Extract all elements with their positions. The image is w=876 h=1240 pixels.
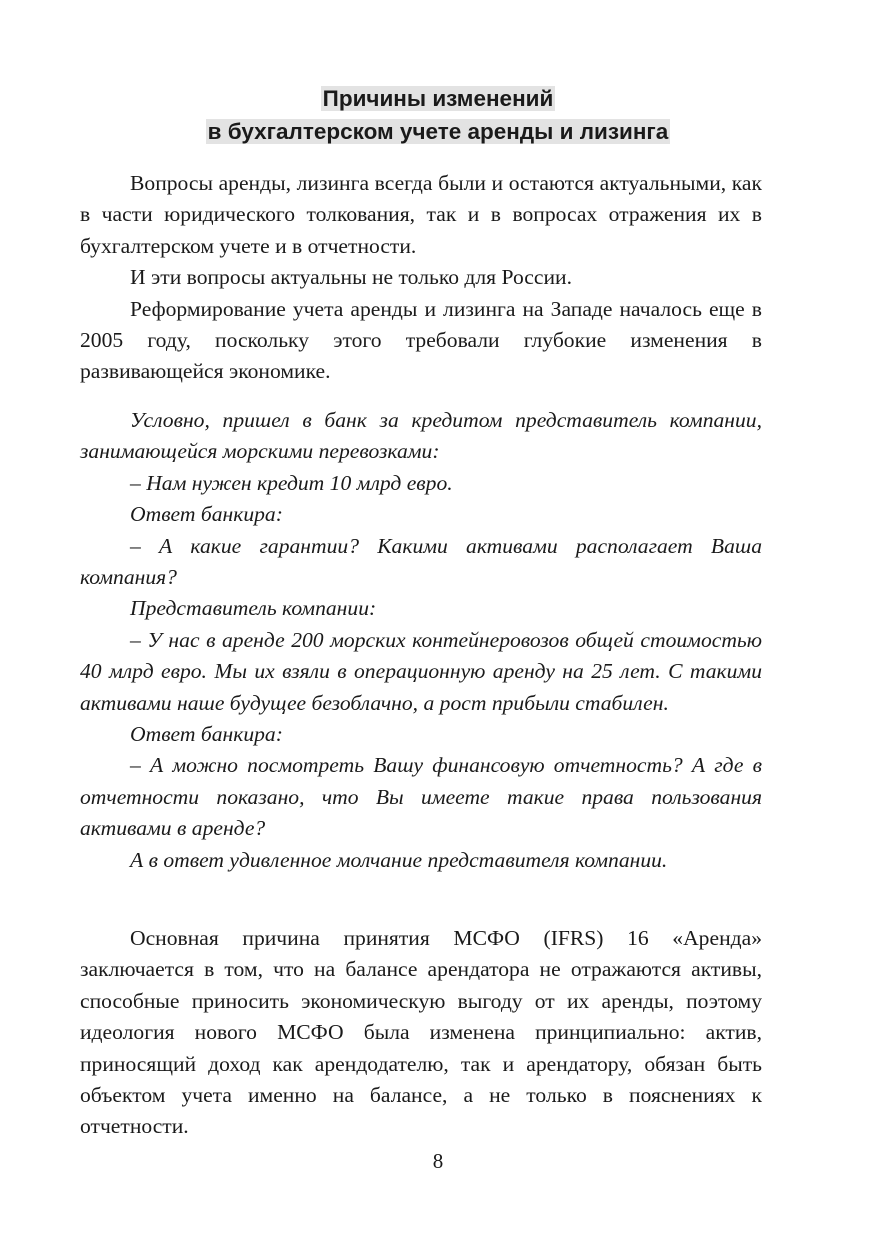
dialogue-line: – А какие гарантии? Какими активами располагает Ваша компания? [80,533,762,590]
paragraph: Реформирование учета аренды и лизинга на Западе началось еще в 2005 году, поскольку этого требовали глубокие изменения в развивающейся экономике. [80,296,762,384]
dialogue-section [80,405,762,876]
title-line-2: в бухгалтерском учете аренды и лизинга [207,119,669,144]
dialogue-line: – А можно посмотреть Вашу финансовую отчетность? А где в отчетности показано, что Вы имеете такие права пользования активами в аренде? [80,753,762,841]
title-line-1: Причины изменений [322,86,554,111]
dialogue-line: А в ответ удивленное молчание представителя компании. [130,847,668,872]
dialogue-line: Ответ банкира: [130,722,283,747]
paragraph: Основная причина принятия МСФО (IFRS) 16 «Аренда» заключается в том, что на балансе арендатора не отражаются активы, способные приносить экономическую выгоду от их аренды, поэтому идеология нового МСФО была изменена принципиально: актив, приносящий доход как арендодателю, так и арендатору, обязан быть объектом учета именно на балансе, а не только в пояснениях к отчетности. [80,926,762,1139]
dialogue-line: – У нас в аренде 200 морских контейнеровозов общей стоимостью 40 млрд евро. Мы их взяли в операционную аренду на 25 лет. С такими активами наше будущее безоблачно, а рост прибыли стабилен. [80,627,762,715]
page-number: 8 [432,1149,444,1173]
dialogue-line: Ответ банкира: [130,502,283,527]
conclusion-section [80,923,762,1143]
paragraph: Вопросы аренды, лизинга всегда были и остаются актуальными, как в части юридического толкования, так и в вопросах отражения их в бухгалтерском учете и в отчетности. [80,171,762,258]
page-title [0,82,876,148]
dialogue-line: – Нам нужен кредит 10 млрд евро. [130,470,453,495]
dialogue-line: Представитель компании: [130,596,377,621]
paragraph: И эти вопросы актуальны не только для России. [130,265,572,290]
dialogue-line: Условно, пришел в банк за кредитом представитель компании, занимающейся морскими перевозками: [80,408,762,464]
intro-section [80,168,762,388]
